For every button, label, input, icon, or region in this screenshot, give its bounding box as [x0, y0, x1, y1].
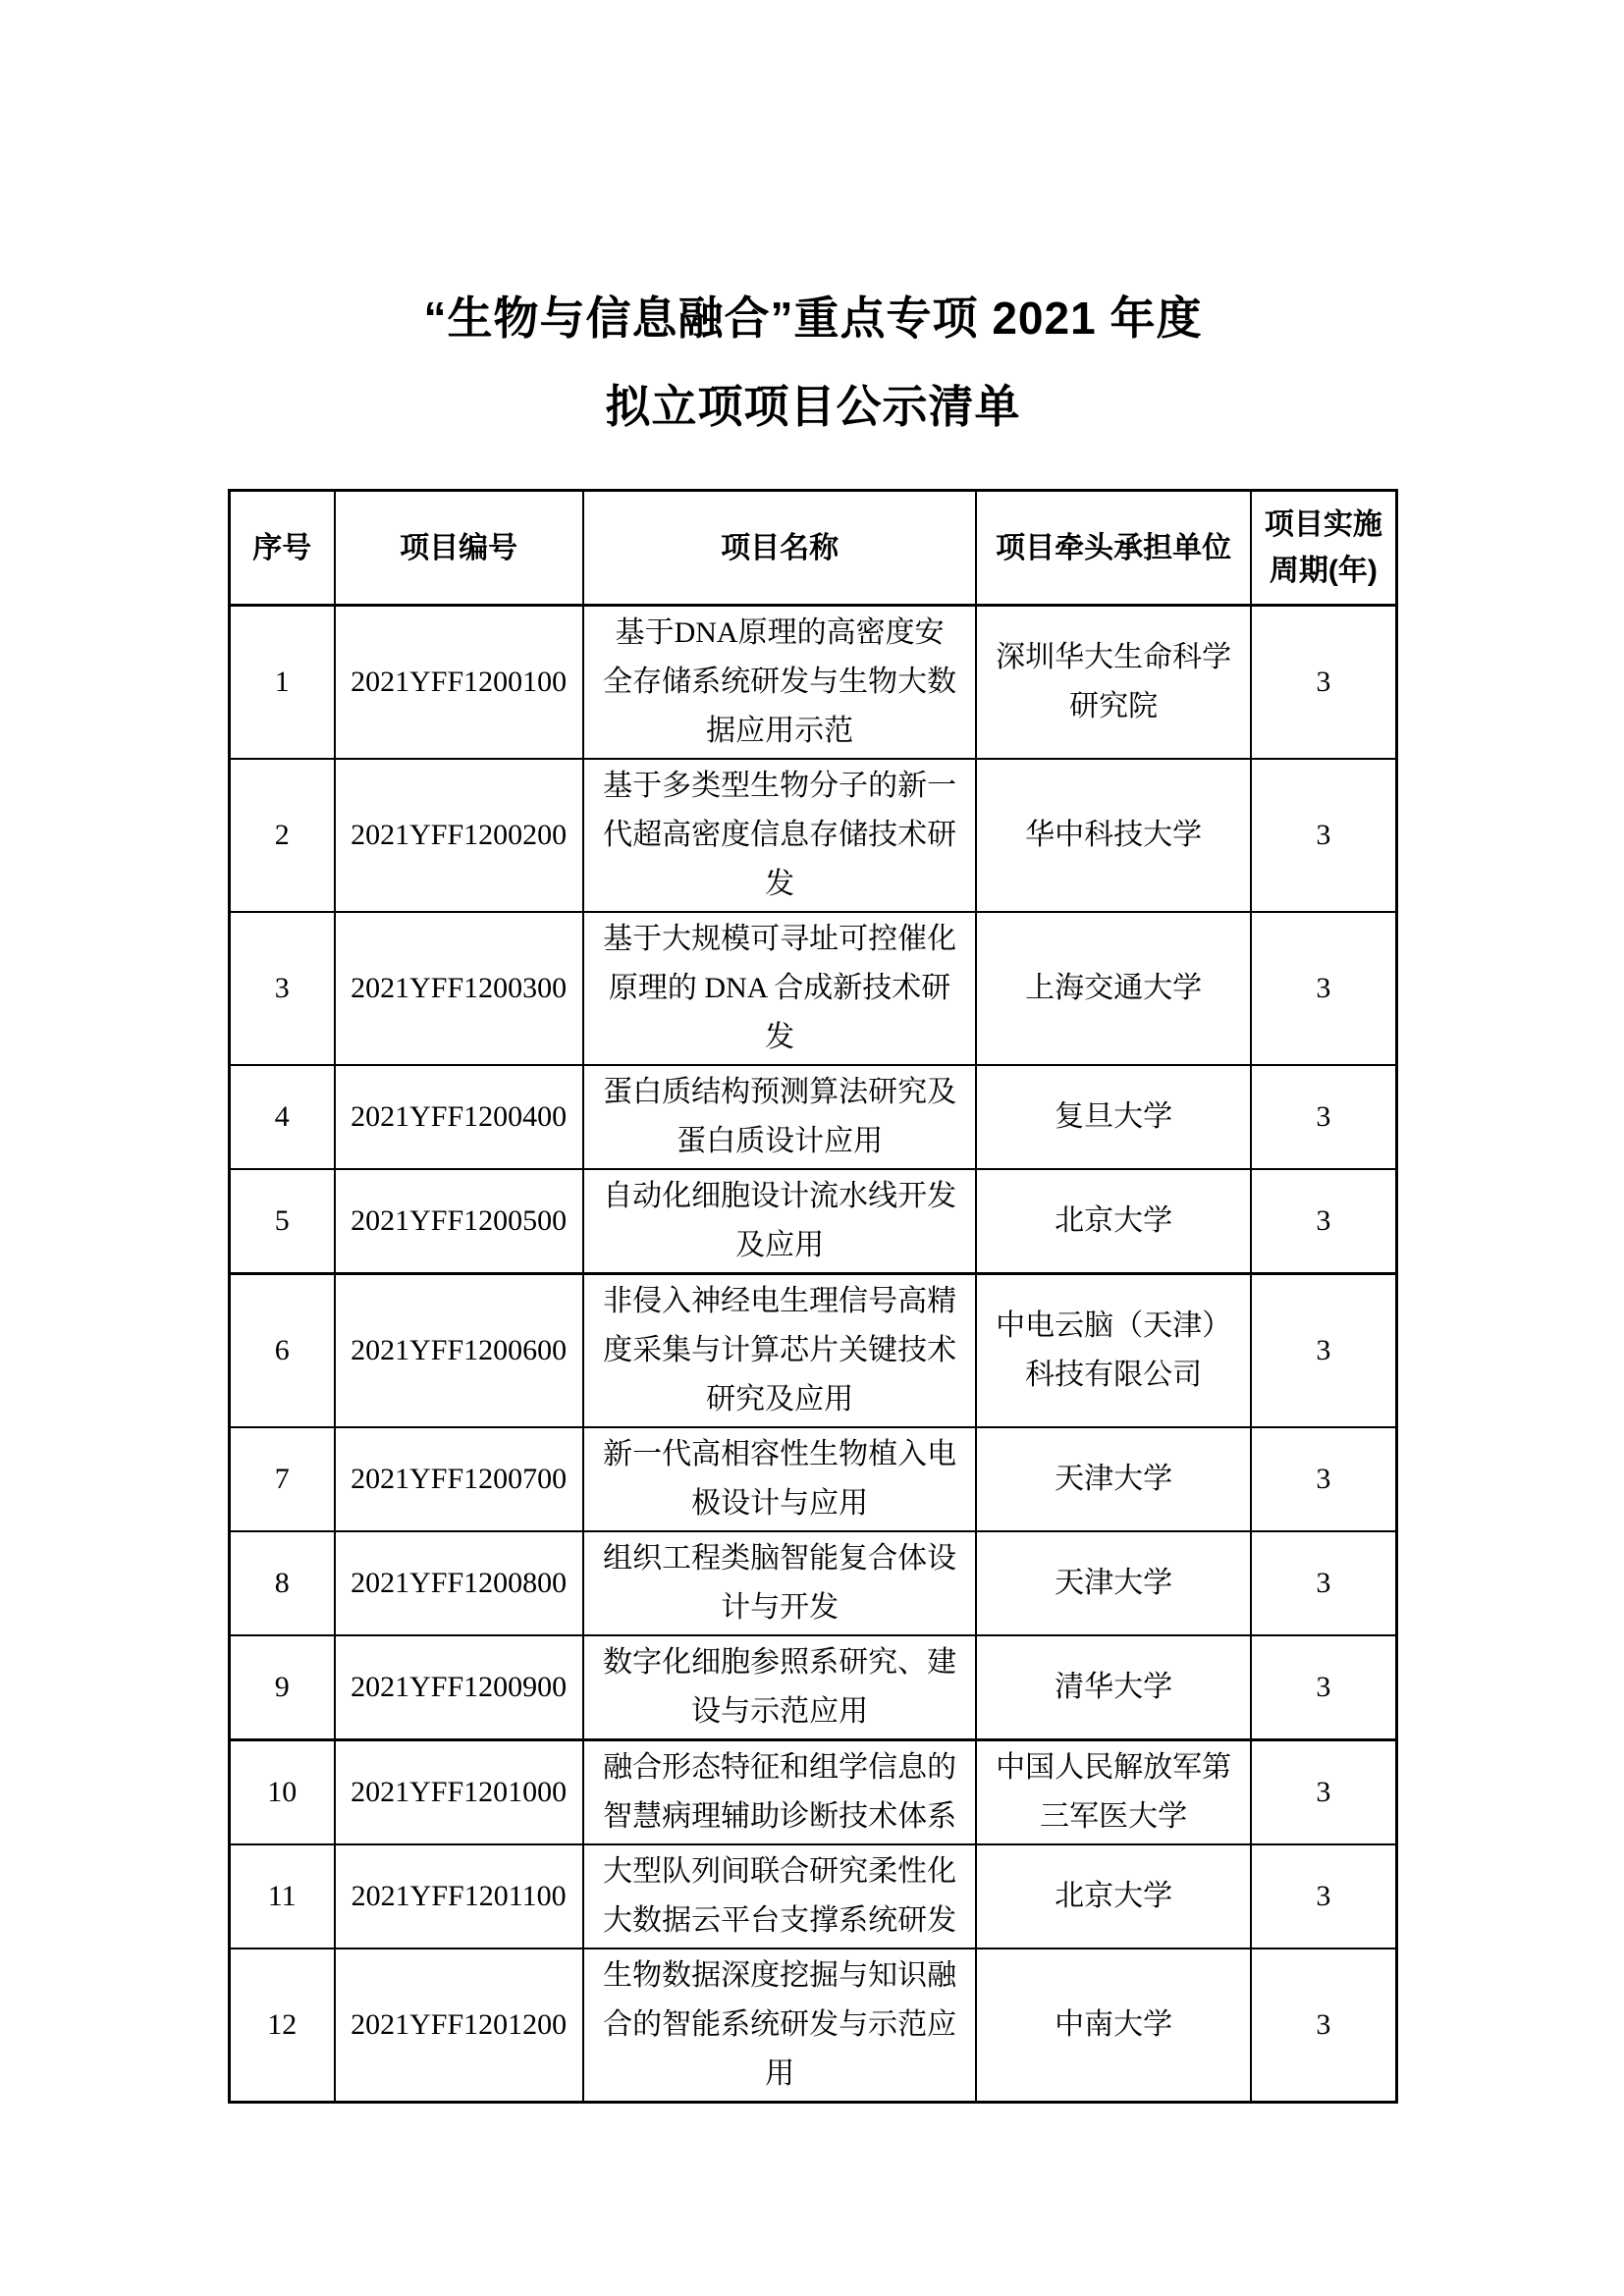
cell-serial-number: 8: [230, 1531, 335, 1635]
cell-project-code: 2021YFF1201200: [335, 1949, 583, 2103]
cell-project-name: 新一代高相容性生物植入电极设计与应用: [583, 1427, 977, 1531]
cell-serial-number: 3: [230, 912, 335, 1065]
cell-implementation-period: 3: [1251, 606, 1397, 760]
cell-implementation-period: 3: [1251, 759, 1397, 912]
cell-lead-organization: 上海交通大学: [976, 912, 1250, 1065]
cell-lead-organization: 清华大学: [976, 1635, 1250, 1740]
cell-project-name: 自动化细胞设计流水线开发及应用: [583, 1169, 977, 1274]
header-serial-number: 序号: [230, 491, 335, 606]
cell-project-name: 融合形态特征和组学信息的智慧病理辅助诊断技术体系: [583, 1740, 977, 1845]
cell-serial-number: 5: [230, 1169, 335, 1274]
cell-lead-organization: 中国人民解放军第三军医大学: [976, 1740, 1250, 1845]
cell-lead-organization: 中南大学: [976, 1949, 1250, 2103]
cell-project-name: 基于DNA原理的高密度安全存储系统研发与生物大数据应用示范: [583, 606, 977, 760]
table-row: [230, 1531, 1397, 1635]
cell-serial-number: 10: [230, 1740, 335, 1845]
cell-project-name: 基于多类型生物分子的新一代超高密度信息存储技术研发: [583, 759, 977, 912]
table-header-row: [230, 491, 1397, 606]
cell-project-name: 大型队列间联合研究柔性化大数据云平台支撑系统研发: [583, 1844, 977, 1949]
header-project-code: 项目编号: [335, 491, 583, 606]
cell-project-name: 生物数据深度挖掘与知识融合的智能系统研发与示范应用: [583, 1949, 977, 2103]
cell-implementation-period: 3: [1251, 1274, 1397, 1428]
cell-implementation-period: 3: [1251, 1740, 1397, 1845]
cell-project-name: 数字化细胞参照系研究、建设与示范应用: [583, 1635, 977, 1740]
cell-project-name: 蛋白质结构预测算法研究及蛋白质设计应用: [583, 1065, 977, 1169]
header-project-name: 项目名称: [583, 491, 977, 606]
cell-project-code: 2021YFF1200900: [335, 1635, 583, 1740]
cell-implementation-period: 3: [1251, 1844, 1397, 1949]
cell-implementation-period: 3: [1251, 1635, 1397, 1740]
cell-serial-number: 9: [230, 1635, 335, 1740]
cell-lead-organization: 北京大学: [976, 1169, 1250, 1274]
header-lead-organization: 项目牵头承担单位: [976, 491, 1250, 606]
cell-project-code: 2021YFF1201100: [335, 1844, 583, 1949]
cell-project-name: 基于大规模可寻址可控催化原理的 DNA 合成新技术研发: [583, 912, 977, 1065]
projects-table: [228, 489, 1398, 2104]
cell-lead-organization: 复旦大学: [976, 1065, 1250, 1169]
cell-implementation-period: 3: [1251, 1427, 1397, 1531]
cell-project-code: 2021YFF1200700: [335, 1427, 583, 1531]
document-title: [228, 0, 1398, 432]
cell-lead-organization: 华中科技大学: [976, 759, 1250, 912]
cell-implementation-period: 3: [1251, 912, 1397, 1065]
table-row: [230, 1740, 1397, 1845]
cell-implementation-period: 3: [1251, 1949, 1397, 2103]
table-row: [230, 1065, 1397, 1169]
cell-project-code: 2021YFF1200300: [335, 912, 583, 1065]
cell-project-name: 非侵入神经电生理信号高精度采集与计算芯片关键技术研究及应用: [583, 1274, 977, 1428]
table-row: [230, 759, 1397, 912]
table-row: [230, 1635, 1397, 1740]
cell-implementation-period: 3: [1251, 1065, 1397, 1169]
table-row: [230, 1427, 1397, 1531]
document-title-line1: “生物与信息融合”重点专项 2021 年度: [423, 293, 1203, 344]
cell-project-code: 2021YFF1200100: [335, 606, 583, 760]
cell-implementation-period: 3: [1251, 1531, 1397, 1635]
table-row: [230, 1949, 1397, 2103]
cell-serial-number: 11: [230, 1844, 335, 1949]
cell-project-code: 2021YFF1201000: [335, 1740, 583, 1845]
header-implementation-period: 项目实施周期(年): [1251, 491, 1397, 606]
cell-serial-number: 1: [230, 606, 335, 760]
document-title-line2: 拟立项项目公示清单: [605, 381, 1021, 432]
cell-serial-number: 4: [230, 1065, 335, 1169]
table-row: [230, 1844, 1397, 1949]
table-row: [230, 1274, 1397, 1428]
cell-lead-organization: 中电云脑（天津）科技有限公司: [976, 1274, 1250, 1428]
cell-serial-number: 6: [230, 1274, 335, 1428]
cell-project-code: 2021YFF1200200: [335, 759, 583, 912]
cell-lead-organization: 深圳华大生命科学研究院: [976, 606, 1250, 760]
cell-project-code: 2021YFF1200400: [335, 1065, 583, 1169]
cell-lead-organization: 天津大学: [976, 1427, 1250, 1531]
cell-lead-organization: 北京大学: [976, 1844, 1250, 1949]
cell-project-code: 2021YFF1200500: [335, 1169, 583, 1274]
cell-project-name: 组织工程类脑智能复合体设计与开发: [583, 1531, 977, 1635]
table-row: [230, 912, 1397, 1065]
cell-implementation-period: 3: [1251, 1169, 1397, 1274]
cell-serial-number: 7: [230, 1427, 335, 1531]
cell-project-code: 2021YFF1200800: [335, 1531, 583, 1635]
cell-lead-organization: 天津大学: [976, 1531, 1250, 1635]
table-row: [230, 1169, 1397, 1274]
table-row: [230, 606, 1397, 760]
cell-project-code: 2021YFF1200600: [335, 1274, 583, 1428]
cell-serial-number: 12: [230, 1949, 335, 2103]
cell-serial-number: 2: [230, 759, 335, 912]
